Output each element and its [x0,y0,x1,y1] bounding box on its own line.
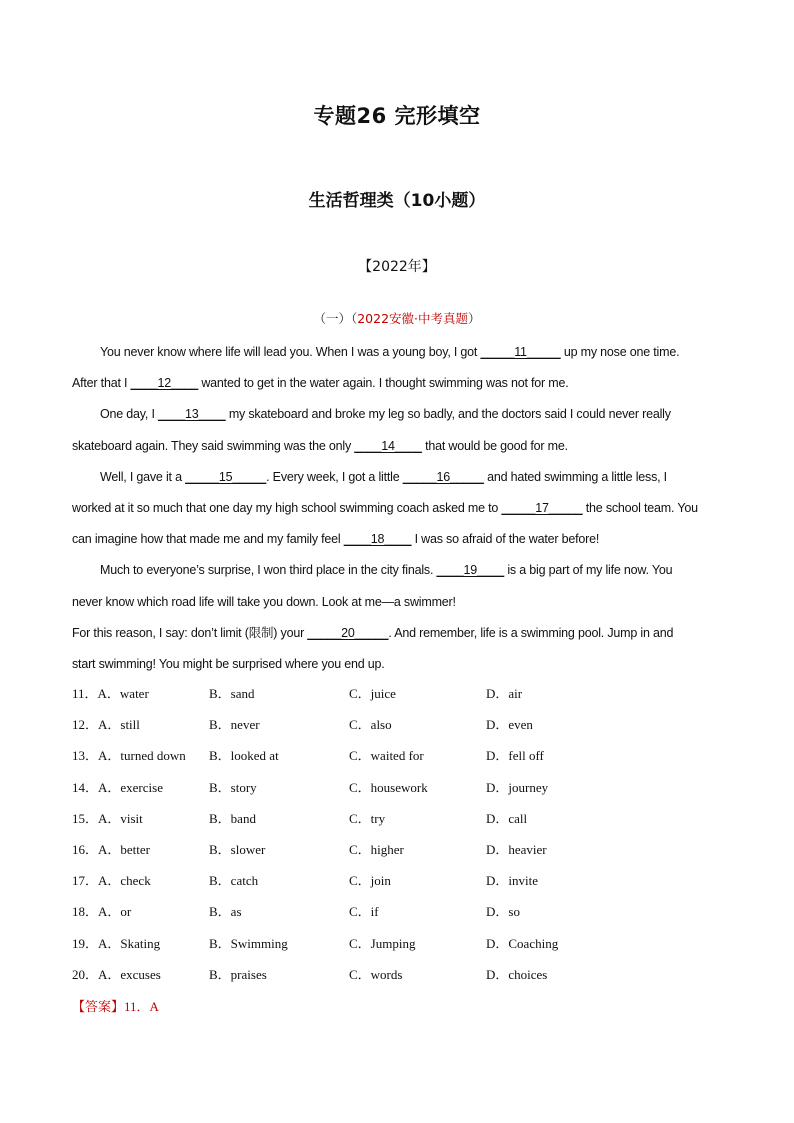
option-a: 11．A．water [72,686,149,701]
passage-text: that would be good for me. [421,438,568,453]
blank-19: ____19____ [436,563,505,578]
option-row-13 [72,740,722,771]
passage-text: is a big part of my life now. You [504,563,673,578]
option-b: B．slower [209,841,266,857]
passage-text: After that I [72,376,131,391]
option-b: B．as [209,904,242,920]
blank-20: _____20_____ [307,625,389,640]
option-d: D．air [486,686,523,701]
option-a: 18．A．or [72,904,132,920]
option-c: C．juice [349,686,396,701]
answer-label: 【答案】 [72,1000,125,1015]
passage-line [72,587,722,618]
option-c: C．words [349,966,403,982]
passage-line [72,337,722,368]
option-d: D．even [486,717,533,733]
option-d: D．invite [486,873,538,889]
passage-text: up my nose one time. [560,345,680,359]
option-c: C．try [349,810,386,826]
option-c: C．if [349,904,379,920]
option-row-12 [72,709,722,740]
passage-text: For this reason, I say: don’t limit (限制) your [72,625,308,640]
passage-text: can imagine how that made me and my family feel [72,532,344,547]
option-a: 12．A．still [72,717,140,733]
passage-text: One day, I [100,407,159,422]
passage-line [72,462,722,493]
passage-line [72,524,722,555]
passage-line [72,649,722,680]
option-d: D．call [486,810,528,826]
passage-line [72,368,722,399]
option-b: B．catch [209,873,259,889]
blank-17: _____17_____ [501,500,583,515]
passage-line [72,431,722,462]
option-a: 19．A．Skating [72,935,161,951]
option-b: B．looked at [209,748,279,764]
option-b: B．band [209,810,256,826]
option-row-15 [72,803,722,834]
passage-text: . Every week, I got a little [266,469,403,484]
cloze-passage [72,337,722,680]
passage-text: wanted to get in the water again. I thought swimming was not for me. [198,376,569,391]
passage-text: . And remember, life is a swimming pool. Jump in and [388,625,674,640]
option-a: 16．A．better [72,841,150,857]
option-row-14 [72,772,722,803]
source-prefix: （一）（ [313,311,358,326]
passage-text: never know which road life will take you down. Look at me—a swimmer! [72,594,456,609]
blank-16: _____16_____ [402,469,484,484]
option-c: C．waited for [349,748,424,764]
option-a: 13．A．turned down [72,748,186,764]
option-d: D．heavier [486,841,547,857]
passage-text: worked at it so much that one day my high school swimming coach asked me to [72,500,502,515]
passage-line [72,618,722,649]
passage-line [72,399,722,430]
blank-14: ____14____ [354,438,422,453]
page-title: 专题26 完形填空 [313,104,481,128]
option-row-20 [72,959,722,990]
option-a: 17．A．check [72,873,151,889]
option-d: D．so [486,904,520,920]
answer-options [72,678,722,990]
blank-13: ____13____ [158,407,226,422]
passage-text: start swimming! You might be surprised where you end up. [72,656,385,671]
passage-text: Much to everyone’s surprise, I won third place in the city finals. [100,563,437,578]
option-b: B．Swimming [209,935,288,951]
blank-15: _____15_____ [185,469,267,484]
option-c: C．also [349,717,392,733]
answer-value: 11．A [124,999,159,1014]
passage-text: the school team. You [582,500,698,515]
answer-line [72,996,159,1015]
passage-text: You never know where life will lead you. When I was a young boy, I got [100,345,481,359]
passage-text: I was so afraid of the water before! [411,532,600,547]
blank-18: ____18____ [343,532,412,547]
source-suffix: ） [468,311,481,326]
passage-text: my skateboard and broke my leg so badly, and the doctors said I could never really [225,407,671,422]
option-d: D．fell off [486,748,544,764]
passage-line [72,493,722,524]
option-row-18 [72,896,722,927]
option-d: D．choices [486,966,548,982]
option-b: B．praises [209,966,267,982]
section-subtitle: 生活哲理类（10小题） [308,191,486,211]
source-name: 2022安徽·中考真题 [357,311,469,326]
passage-text: skateboard again. They said swimming was the only [72,438,355,453]
option-b: B．never [209,717,260,733]
option-a: 20．A．excuses [72,966,161,982]
option-c: C．housework [349,779,428,795]
year-heading: 【2022年】 [358,259,436,275]
option-row-16 [72,834,722,865]
option-c: C．higher [349,841,404,857]
option-c: C．Jumping [349,935,416,951]
passage-text: Well, I gave it a [100,469,186,484]
option-row-19 [72,928,722,959]
blank-12: ____12____ [130,376,199,391]
option-a: 14．A．exercise [72,779,163,795]
option-b: B．story [209,779,257,795]
source-line [0,309,794,327]
blank-11: _____11_____ [480,345,561,359]
option-b: B．sand [209,686,255,701]
passage-line [72,555,722,586]
option-d: D．Coaching [486,935,559,951]
option-a: 15．A．visit [72,810,143,826]
passage-text: and hated swimming a little less, I [483,469,667,484]
option-row-17 [72,865,722,896]
option-c: C．join [349,873,391,889]
option-d: D．journey [486,779,549,795]
option-row-11 [72,678,722,709]
